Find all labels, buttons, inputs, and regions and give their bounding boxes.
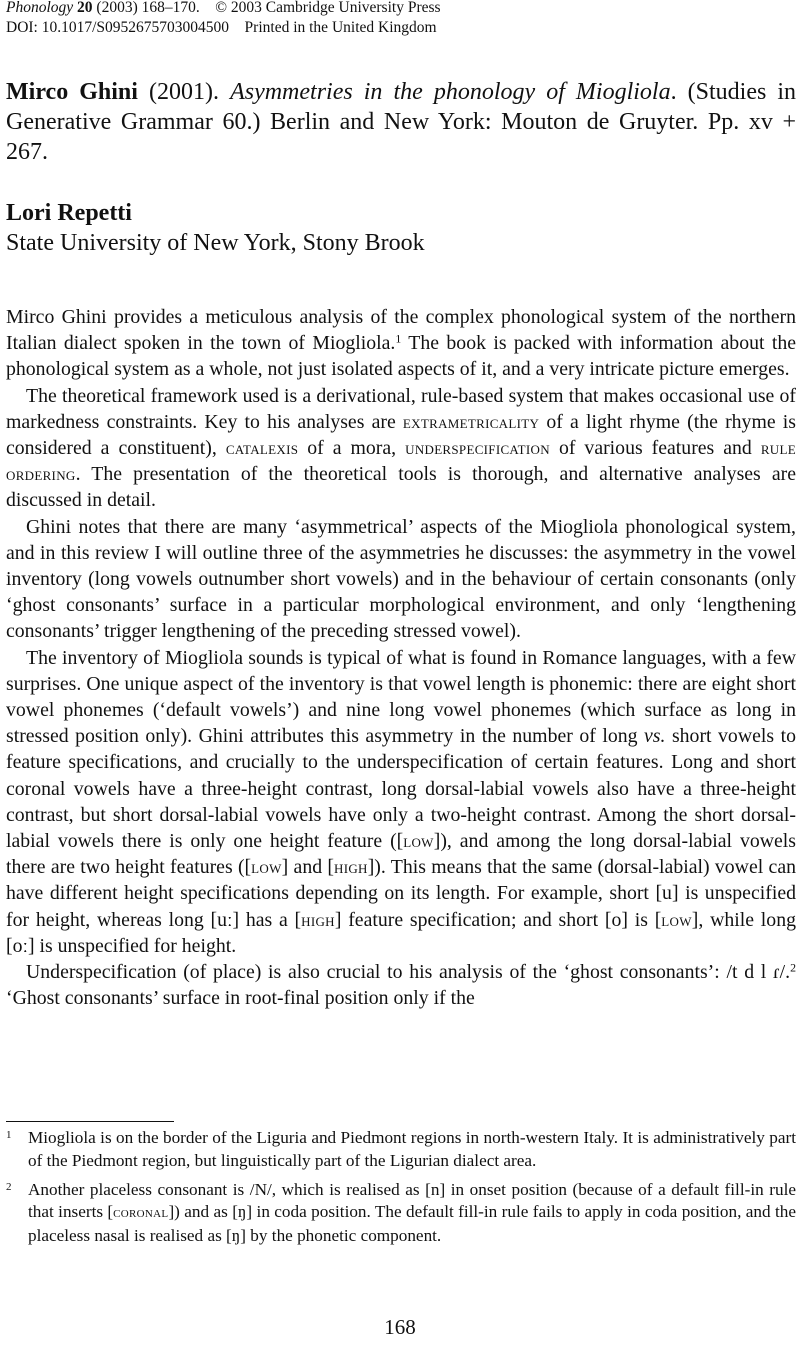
footnote-1 (6, 1127, 796, 1173)
book-title: Asymmetries in the phonology of Miogliola (230, 79, 671, 105)
page-number: 168 (384, 1315, 416, 1339)
footnote-text-b: ]) and as [ŋ] in coda position. The default fill-in rule fails to apply in coda position, and the placeless nasal is realised as [ŋ] by the phonetic component. (28, 1202, 796, 1246)
journal-volume: 20 (77, 0, 93, 16)
journal-name: Phonology (6, 0, 74, 16)
paragraph-1 (6, 304, 796, 383)
paragraph-3: Ghini notes that there are many ‘asymmetrical’ aspects of the Miogliola phonological system, and in this review I will outline three of the asymmetries he discusses: the asymmetry in the vowel inventory (long vowels outnumber short vowels) and in the behaviour of certain consonants (only ‘ghost consonants’ surface in a particular morphological environment, and only ‘lengthening consonants’ trigger lengthening of the preceding stressed vowel). (6, 515, 796, 643)
feature-low-2: low (251, 857, 282, 878)
footnote-divider (6, 1121, 174, 1122)
paragraph-5-text-b: ‘Ghost consonants’ surface in root-final position only if the (6, 987, 475, 1010)
footnotes (6, 1127, 796, 1254)
paragraph-5-text-a: Underspecification (of place) is also crucial to his analysis of the ‘ghost consonants’: /t d l ɾ/. (26, 961, 791, 984)
paragraph-2-text-e: . The presentation of the theoretical tools is thorough, and alternative analyses are discussed in detail. (6, 463, 796, 512)
paragraph-1-text-b: The book is packed with information about the phonological system as a whole, not just isolated aspects of it, and a very intricate picture emerges. (6, 332, 796, 381)
paragraph-1-text-a: Mirco Ghini provides a meticulous analysis of the complex phonological system of the northern Italian dialect spoken in the town of Miogliola. (6, 306, 796, 355)
paragraph-2-text-c: of a mora, (298, 437, 406, 460)
review-body (6, 304, 796, 1011)
book-details: . (Studies in Generative Grammar 60.) Berlin and New York: Mouton de Gruyter. Pp. xv + 267. (6, 79, 797, 165)
feature-coronal: coronal (113, 1204, 169, 1222)
paragraph-2-text-b: of a light rhyme (the rhyme is considered a constituent), (6, 410, 796, 460)
footnote-number: 1 (6, 1129, 12, 1141)
term-versus: vs. (644, 725, 666, 748)
paragraph-4-text-d: ] and [ (281, 856, 335, 879)
reviewer-name: Lori Repetti (6, 200, 132, 226)
copyright-notice: © 2003 Cambridge University Press (215, 0, 441, 16)
paragraph-4-text-c: ]), and among the long dorsal-labial vowels there are two height features ([ (6, 830, 796, 879)
paragraph-4-text-e: ]). This means that the same (dorsal-labial) vowel can have different height specifications depending on its length. For example, short [u] is unspecified for height, whereas long [uː] has a [ (6, 856, 796, 931)
feature-low-1: low (403, 831, 434, 852)
header-line-2 (6, 18, 441, 38)
footnote-number: 2 (6, 1180, 12, 1193)
paragraph-4 (6, 645, 796, 959)
term-extrametricality: extrametricality (402, 411, 540, 432)
term-rule-ordering: rule ordering (6, 438, 796, 485)
paragraph-2-text-a: The theoretical framework used is a derivational, rule-based system that makes occasional use of markedness constraints. Key to his analyses are (6, 384, 796, 433)
book-author: Mirco Ghini (6, 79, 138, 105)
footnote-2 (6, 1179, 796, 1248)
footnote-ref-2: 2 (790, 960, 796, 975)
footnote-text: Miogliola is on the border of the Liguria and Piedmont regions in north-western Italy. It is administratively part of the Piedmont region, but linguistically part of the Ligurian dialect area. (28, 1128, 796, 1170)
footnote-ref-1: 1 (395, 331, 402, 346)
paragraph-4-text-a: The inventory of Miogliola sounds is typical of what is found in Romance languages, with a few surprises. One unique aspect of the inventory is that vowel length is phonemic: there are eight short vowel phonemes (‘default vowels’) and nine long vowel phonemes (which surface as long in stressed position only). Ghini attributes this asymmetry in the number of long (6, 646, 796, 748)
footnote-text-a: Another placeless consonant is /N/, which is realised as [n] in onset position (because of a default fill-in rule that inserts [ (28, 1179, 796, 1222)
paragraph-4-text-g: ], while long [oː] is unspecified for height. (6, 908, 796, 957)
doi: DOI: 10.1017/S0952675703004500 (6, 19, 230, 36)
term-catalexis: catalexis (225, 438, 299, 459)
feature-high-2: high (301, 909, 335, 930)
paragraph-2 (6, 383, 796, 514)
feature-high-1: high (334, 857, 368, 878)
paragraph-4-text-b: short vowels to feature specifications, and crucially to the underspecification of certain features. Long and short coronal vowels have a three-height contrast, long dorsal-labial vowels also have a three-height contrast, but short dorsal-labial vowels have only a two-height contrast. Among the short dorsal-labial vowels there is only one height feature ([ (6, 725, 796, 853)
printed-notice: Printed in the United Kingdom (244, 19, 437, 36)
paragraph-5 (6, 959, 796, 1011)
paragraph-2-text-d: of various features and (549, 437, 761, 460)
journal-year-pages: (2003) 168–170. (96, 0, 200, 16)
running-header (6, 0, 441, 38)
paragraph-4-text-f: ] feature specification; and short [o] is [ (334, 908, 662, 931)
book-citation (6, 77, 796, 167)
term-underspecification: underspecification (405, 438, 550, 459)
reviewer-affiliation: State University of New York, Stony Brook (6, 230, 425, 256)
header-line-1 (6, 0, 441, 18)
book-year: (2001). (149, 79, 219, 105)
feature-low-3: low (661, 909, 692, 930)
